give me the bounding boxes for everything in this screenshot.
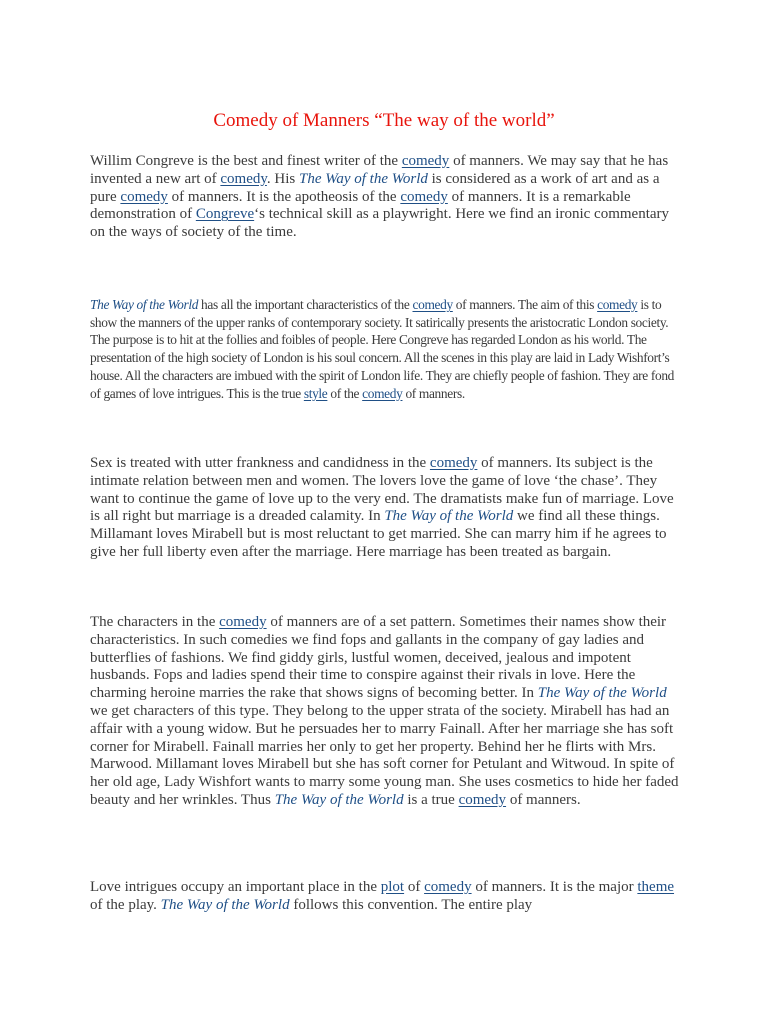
paragraph-text: The characters in the	[90, 614, 220, 630]
paragraph-4	[90, 614, 680, 810]
keyword-link-comedy[interactable]: comedy	[401, 153, 450, 169]
work-title: The Way of the World	[384, 508, 514, 525]
work-title: The Way of the World	[298, 170, 428, 187]
paragraph-text: of manners. It is the apotheosis of the	[167, 188, 401, 205]
keyword-link-comedy[interactable]: comedy	[400, 188, 448, 205]
work-title: The Way of the World	[90, 297, 199, 312]
paragraph-5	[90, 879, 680, 915]
paragraph-text: is a true	[403, 791, 459, 808]
paragraph-text: Love intrigues occupy an important place in the	[90, 879, 381, 895]
paragraph-text: of manners. We may say that he has invented a new art of	[90, 153, 669, 187]
paragraph-text: of manners. The aim of this	[452, 297, 598, 312]
paragraph-text: of the play.	[90, 896, 161, 913]
paragraph-text: ‘s technical skill as a playwright. Here we find an ironic commentary on the ways of society of the time.	[90, 206, 670, 241]
paragraph-2	[90, 296, 675, 402]
paragraph-text: we get characters of this type. They belong to the upper strata of the society. Mirabell has had an affair with a young widow. But he persuades her to marry Fainall. After her marriage she has soft corner for Mirabell. Fainall marries her only to get her property. Behind her he flirts with Mrs. Marwood. Millamant loves Mirabell but she has soft corner for Petulant and Witwoud. In spite of her old age, Lady Wishfort wants to marry some young man. She uses cosmetics to hide her faded beauty and her wrinkles. Thus	[90, 702, 679, 808]
paragraph-text: Willim Congreve is the best and finest writer of the	[90, 153, 402, 169]
keyword-link-plot[interactable]: plot	[380, 879, 405, 895]
paragraph-text: is to show the manners of the upper ranks of contemporary society. It satirically presents the aristocratic London society. The purpose is to hit at the follies and foibles of people. Here Congreve has regarded London as his world. The presentation of the high society of London is his soul concern. All the scenes in this play are laid in Lady Wishfort’s house. All the characters are imbued with the spirit of London life. They are chiefly people of fashion. They are fond of games of love intrigues. This is the true	[90, 297, 675, 401]
paragraph-text: of manners are of a set pattern. Sometimes their names show their characteristics. In such comedies we find fops and gallants in the company of gay ladies and butterflies of fashions. We find giddy girls, lustful women, deceived, jealous and impotent husbands. Fops and ladies spend their time to conspire against their rivals in love. Here the charming heroine marries the rake that shows signs of becoming better. In	[90, 614, 667, 702]
paragraph-text: is considered as a work of art and as a pure	[90, 170, 660, 205]
keyword-link-comedy[interactable]: comedy	[220, 170, 267, 187]
paragraph-text: of manners.	[402, 385, 465, 401]
keyword-link-comedy[interactable]: comedy	[597, 297, 638, 312]
keyword-link-comedy[interactable]: comedy	[219, 614, 267, 630]
paragraph-text: of	[404, 879, 425, 895]
paragraph-text: has all the important characteristics of the	[198, 297, 413, 312]
paragraph-3	[90, 455, 680, 562]
keyword-link-congreve[interactable]: Congreve	[195, 206, 255, 223]
keyword-link-style[interactable]: style	[303, 385, 328, 401]
keyword-link-theme[interactable]: theme	[637, 879, 675, 895]
paragraph-text: of manners.	[506, 791, 581, 808]
paragraph-text: of manners. It is a remarkable demonstration of	[90, 188, 631, 223]
work-title: The Way of the World	[537, 685, 667, 702]
keyword-link-comedy[interactable]: comedy	[412, 297, 453, 312]
work-title: The Way of the World	[274, 791, 404, 808]
keyword-link-comedy[interactable]: comedy	[120, 188, 168, 205]
paragraph-text: we find all these things. Millamant loves Mirabell but is most reluctant to get married. She can marry him if he agrees to give her full liberty even after the marriage. Here marriage has been treated as bargain.	[90, 508, 667, 560]
paragraph-text: of manners. Its subject is the intimate relation between men and women. The lovers love the game of love ‘the chase’. They want to continue the game of love up to the very end. The dramatists make fun of marriage. Love is all right but marriage is a dreaded calamity. In	[90, 455, 674, 525]
keyword-link-comedy[interactable]: comedy	[429, 455, 478, 471]
paragraph-text: . His	[266, 170, 299, 187]
paragraph-text: of the	[327, 385, 363, 401]
work-title: The Way of the World	[160, 896, 290, 913]
page-title: Comedy of Manners “The way of the world”	[213, 110, 555, 131]
keyword-link-comedy[interactable]: comedy	[362, 385, 403, 401]
paragraph-text: of manners. It is the major	[471, 879, 638, 895]
paragraph-text: follows this convention. The entire play	[289, 896, 533, 913]
paragraph-text: Sex is treated with utter frankness and candidness in the	[90, 455, 430, 471]
keyword-link-comedy[interactable]: comedy	[424, 879, 472, 895]
keyword-link-comedy[interactable]: comedy	[458, 791, 507, 808]
paragraph-1	[90, 153, 680, 242]
